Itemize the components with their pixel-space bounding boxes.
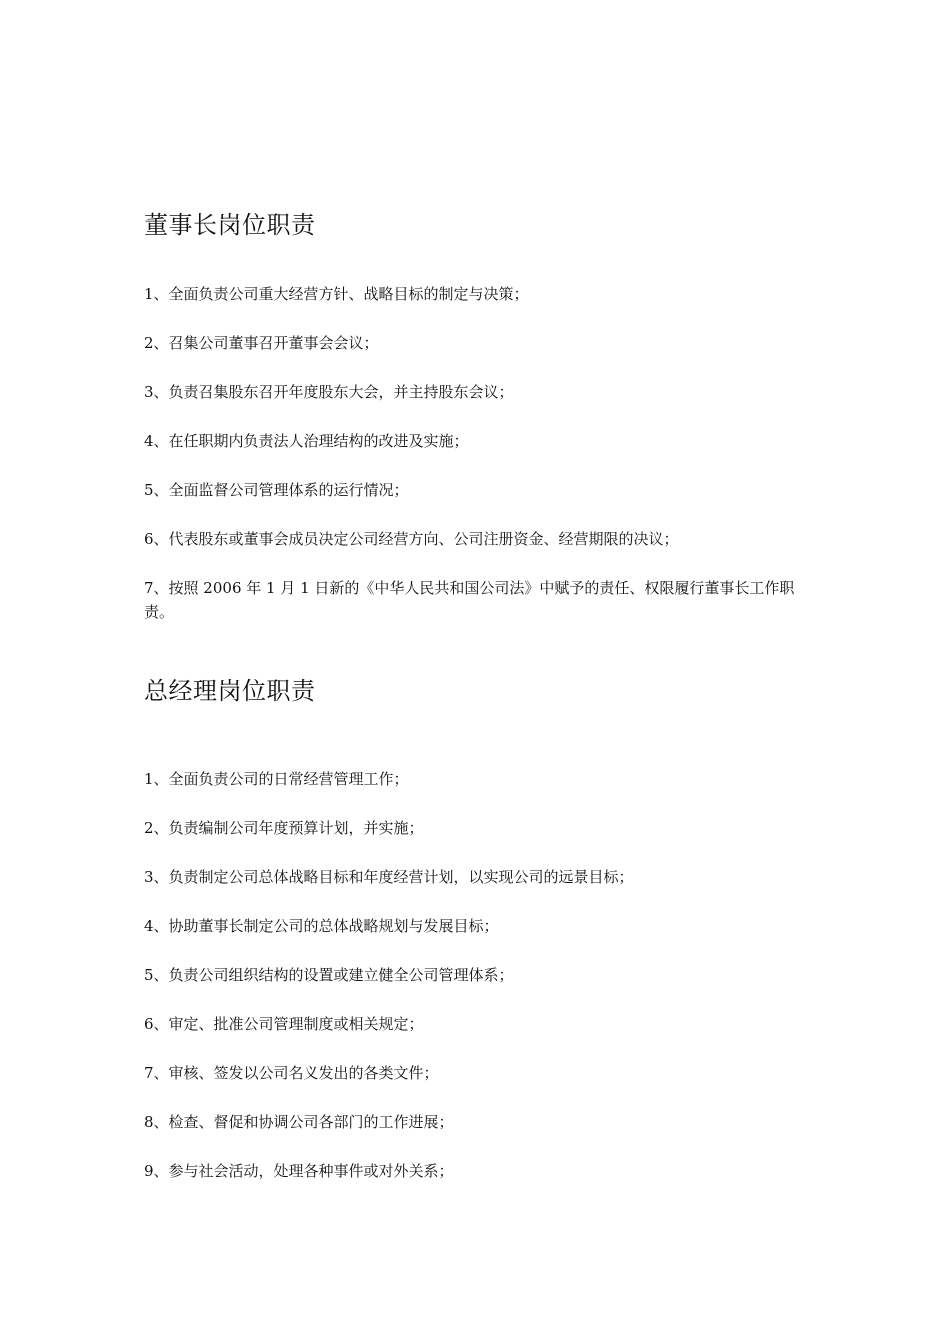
chairman-duties-section bbox=[144, 207, 810, 649]
duty-item: 4、协助董事长制定公司的总体战略规划与发展目标； bbox=[144, 917, 499, 935]
duty-item: 1、全面负责公司重大经营方针、战略目标的制定与决策； bbox=[144, 285, 529, 303]
duty-item: 5、全面监督公司管理体系的运行情况； bbox=[144, 481, 409, 499]
duty-item: 6、代表股东或董事会成员决定公司经营方向、公司注册资金、经营期限的决议； bbox=[144, 530, 679, 548]
duty-item: 3、负责制定公司总体战略目标和年度经营计划，以实现公司的远景目标； bbox=[144, 868, 634, 886]
duty-item: 4、在任职期内负责法人治理结构的改进及实施； bbox=[144, 432, 469, 450]
duty-list bbox=[144, 282, 810, 624]
section-heading: 总经理岗位职责 bbox=[144, 677, 316, 705]
duty-list bbox=[144, 767, 810, 1183]
duty-item: 3、负责召集股东召开年度股东大会，并主持股东会议； bbox=[144, 383, 514, 401]
duty-item: 5、负责公司组织结构的设置或建立健全公司管理体系； bbox=[144, 966, 514, 984]
general-manager-duties-section bbox=[144, 673, 810, 1208]
duty-item: 2、召集公司董事召开董事会会议； bbox=[144, 334, 379, 352]
section-heading: 董事长岗位职责 bbox=[144, 211, 316, 239]
duty-item: 2、负责编制公司年度预算计划，并实施； bbox=[144, 819, 424, 837]
duty-item: 6、审定、批准公司管理制度或相关规定； bbox=[144, 1015, 424, 1033]
duty-item: 9、参与社会活动，处理各种事件或对外关系； bbox=[144, 1162, 454, 1180]
duty-item: 1、全面负责公司的日常经营管理工作； bbox=[144, 770, 409, 788]
duty-item: 7、审核、签发以公司名义发出的各类文件； bbox=[144, 1064, 439, 1082]
duty-item: 8、检查、督促和协调公司各部门的工作进展； bbox=[144, 1113, 454, 1131]
duty-item: 7、按照 2006 年 1 月 1 日新的《中华人民共和国公司法》中赋予的责任、权限履行董事长工作职责。 bbox=[144, 579, 795, 621]
